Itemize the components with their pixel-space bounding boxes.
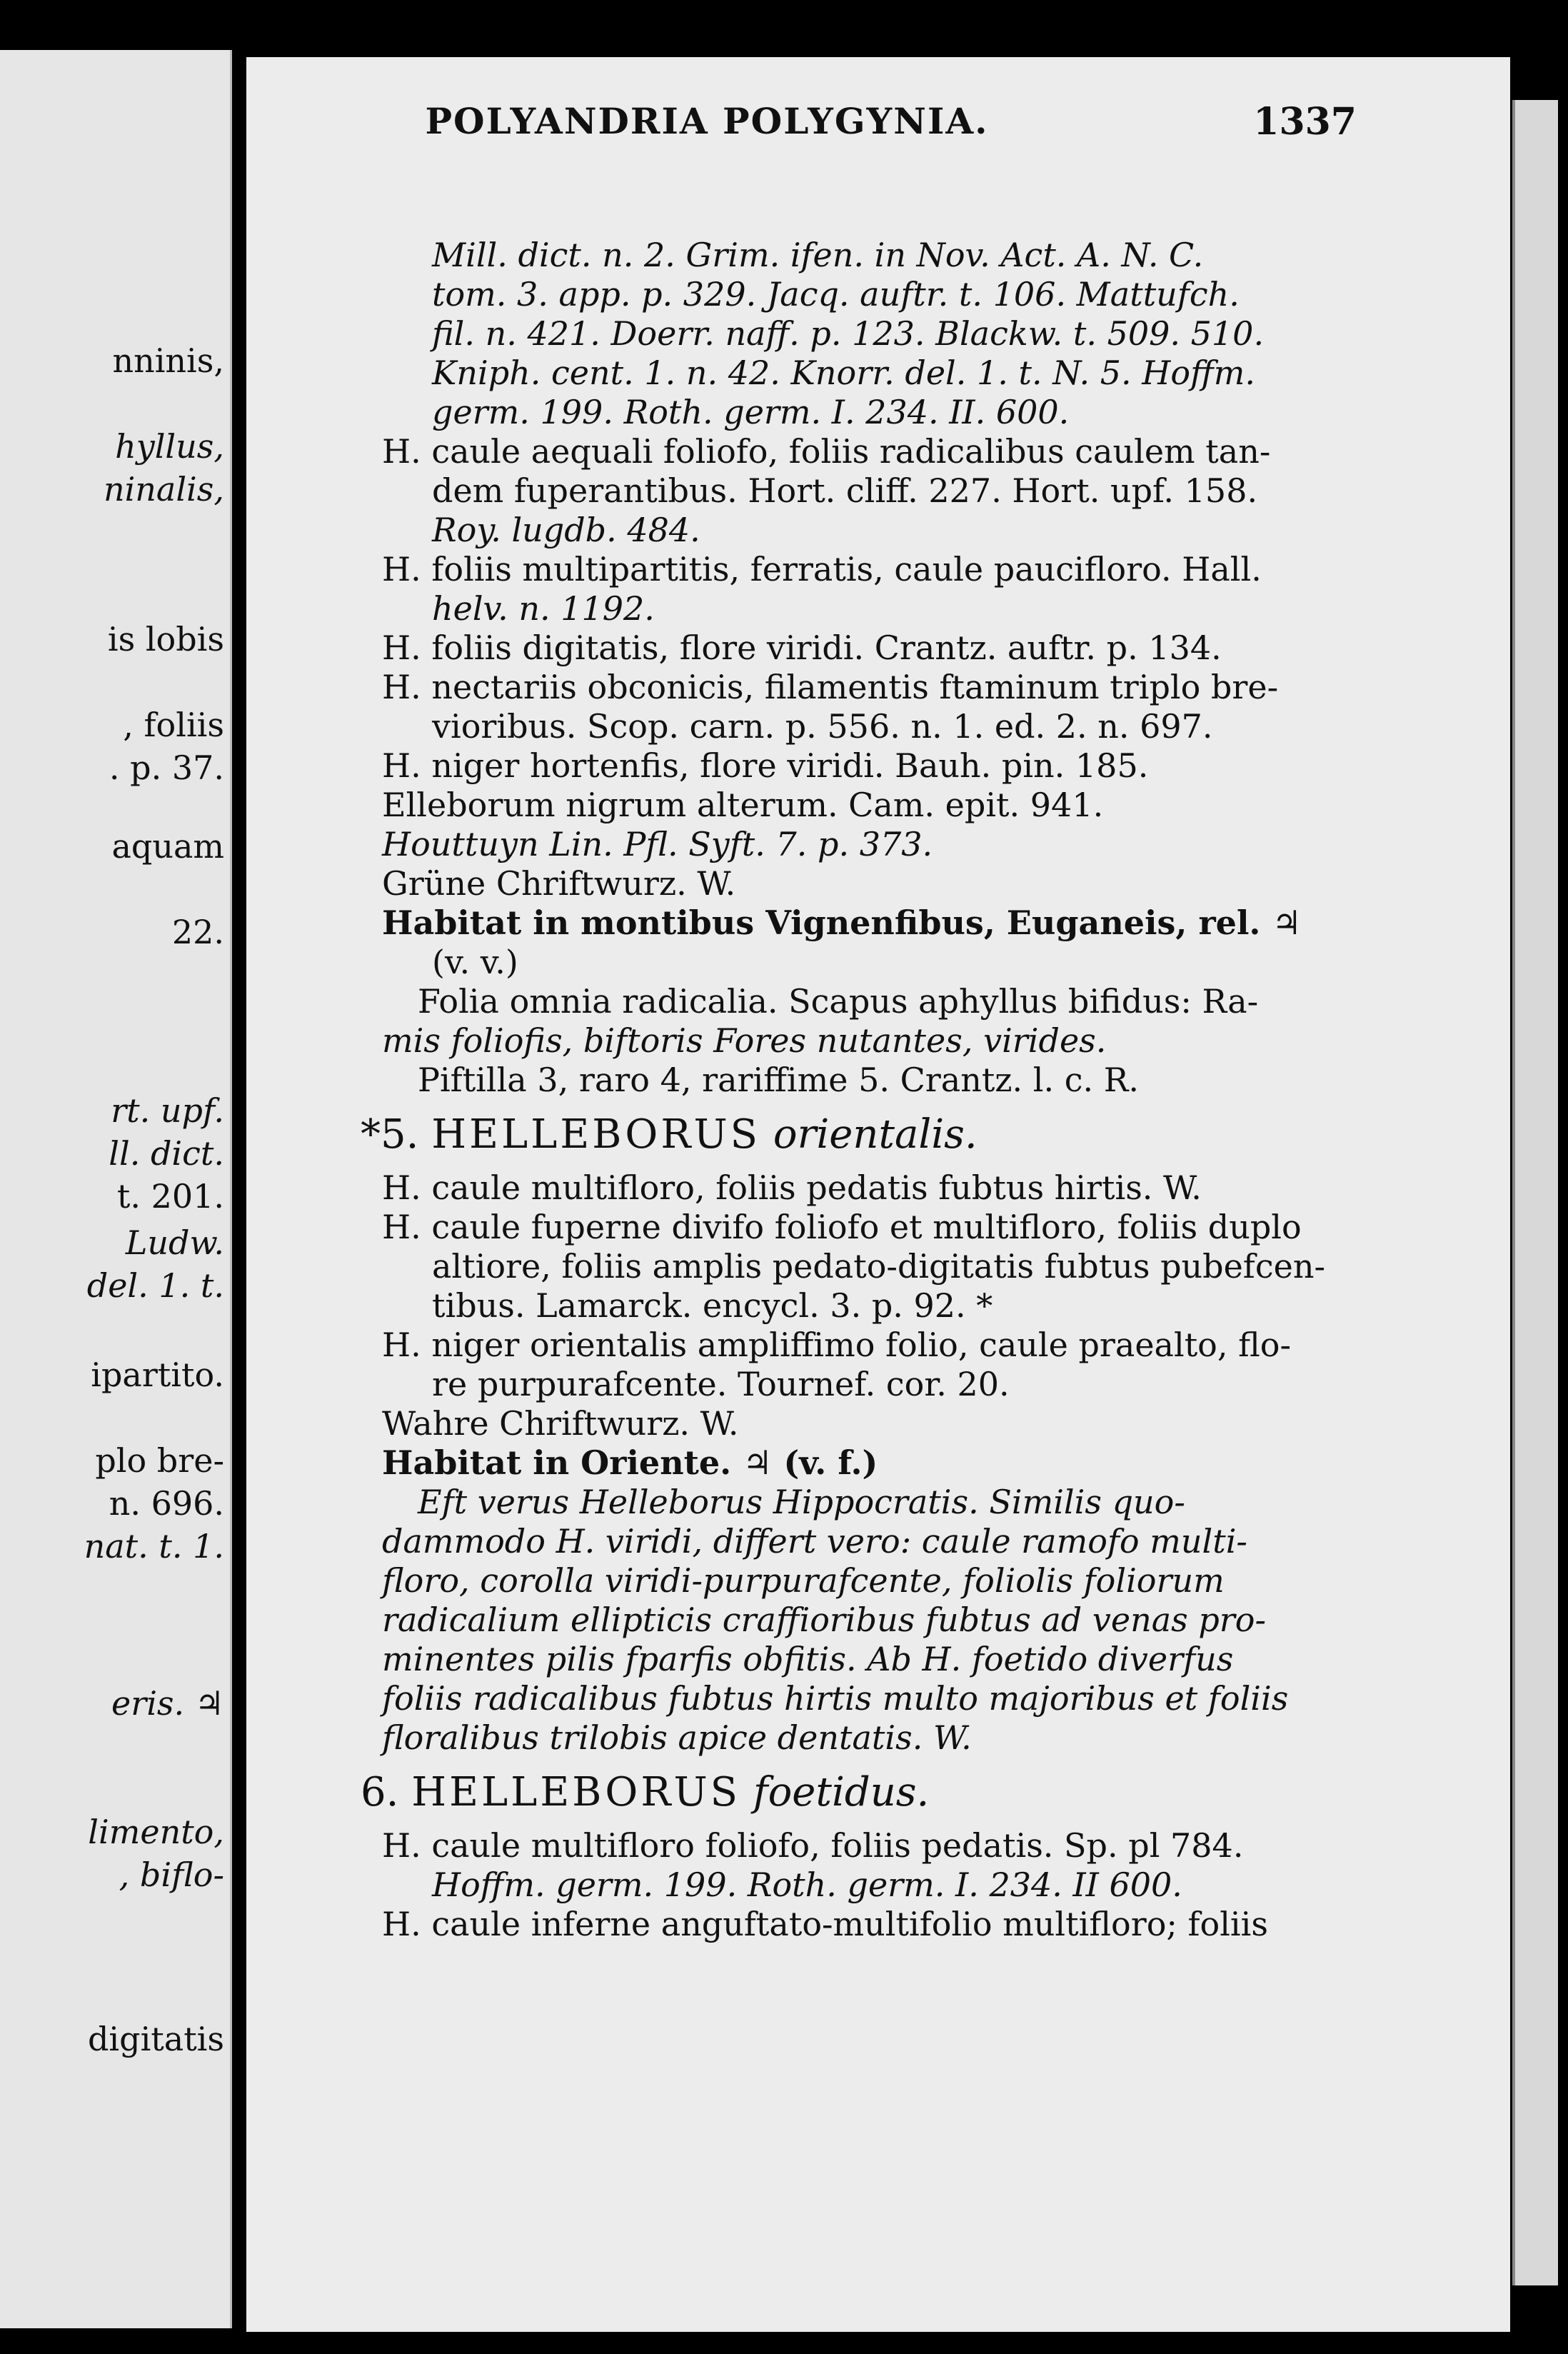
facing-page-fragment: , biflo- [119,1855,224,1894]
text-line: dammodo H. viridi, differt vero: caule ramofo multi- [382,1522,1247,1561]
text-line: tom. 3. app. p. 329. Jacq. auftr. t. 106. Mattufch. [432,275,1240,314]
text-line: H. caule aequali foliofo, foliis radicalibus caulem tan- [382,432,1271,471]
facing-page-fragment: is lobis [107,620,224,658]
facing-page-fragment: ll. dict. [109,1134,224,1173]
facing-page-fragment: nat. t. 1. [84,1527,224,1566]
species-genus: HELLEBORUS [431,1111,761,1158]
habitat-line: Habitat in Oriente. ♃ (v. f.) [382,1443,878,1482]
page-header [300,100,1357,164]
page-body [361,236,1367,1944]
species-number: *5. [361,1111,419,1158]
text-line: H. caule fuperne divifo foliofo et multifloro, foliis duplo [382,1208,1302,1246]
text-line: H. niger hortenfis, flore viridi. Bauh. pin. 185. [382,746,1149,785]
text-line: Folia omnia radicalia. Scapus aphyllus bifidus: Ra- [418,982,1259,1021]
text-line: H. foliis digitatis, flore viridi. Crantz. auftr. p. 134. [382,628,1222,667]
text-line: H. caule multifloro foliofo, foliis pedatis. Sp. pl 784. [382,1826,1244,1865]
text-line: altiore, foliis amplis pedato-digitatis fubtus pubefcen- [432,1247,1325,1286]
facing-page-fragment: limento, [88,1813,224,1851]
text-line: radicalium ellipticis craffioribus fubtus ad venas pro- [382,1601,1267,1639]
facing-page-fragment: plo bre- [95,1441,224,1480]
facing-page-fragment: del. 1. t. [86,1266,224,1305]
species-heading [361,1766,1367,1819]
text-line: foliis radicalibus fubtus hirtis multo majoribus et foliis [382,1679,1289,1718]
facing-page-fragment: aquam [111,827,224,866]
species-number: 6. [361,1769,399,1815]
text-line: floralibus trilobis apice dentatis. W. [382,1718,972,1757]
text-line: Houttuyn Lin. Pfl. Syft. 7. p. 373. [382,825,933,863]
facing-page [0,50,232,2328]
facing-page-fragment: n. 696. [109,1484,224,1523]
facing-page-fragment: rt. upf. [111,1091,224,1130]
page-edge [1512,100,1558,2285]
text-line: fil. n. 421. Doerr. naff. p. 123. Blackw. t. 509. 510. [432,314,1265,353]
facing-page-fragment: ninalis, [103,470,224,509]
facing-page-fragment: nninis, [112,341,224,380]
text-line: Eft verus Helleborus Hippocratis. Similis quo- [418,1483,1185,1521]
text-line: Piftilla 3, raro 4, rariffime 5. Crantz. l. c. R. [418,1061,1140,1099]
species-heading [361,1108,1367,1161]
text-line: tibus. Lamarck. encycl. 3. p. 92. * [432,1286,993,1325]
text-line: Elleborum nigrum alterum. Cam. epit. 941. [382,786,1104,824]
text-line: (v. v.) [432,943,518,981]
text-line: H. niger orientalis ampliffimo folio, caule praealto, flo- [382,1326,1292,1364]
facing-page-fragment: ipartito. [91,1356,224,1394]
text-line: H. caule multifloro, foliis pedatis fubtus hirtis. W. [382,1168,1202,1207]
text-line: Mill. dict. n. 2. Grim. ifen. in Nov. Act. A. N. C. [432,236,1204,274]
text-line: minentes pilis fparfis obfitis. Ab H. foetido diverfus [382,1640,1234,1678]
facing-page-fragment: t. 201. [116,1177,224,1216]
text-line: Wahre Chriftwurz. W. [382,1404,739,1443]
text-line: H. caule inferne anguftato-multifolio multifloro; foliis [382,1905,1268,1943]
page-number: 1337 [1253,100,1357,144]
running-title: POLYANDRIA POLYGYNIA. [425,100,989,142]
text-line: dem fuperantibus. Hort. cliff. 227. Hort. upf. 158. [432,471,1258,510]
facing-page-fragment: digitatis [87,2020,224,2058]
text-line: Roy. lugdb. 484. [432,511,700,549]
facing-page-fragment: hyllus, [115,427,224,466]
species-epithet: foetidus. [753,1769,930,1815]
text-line: H. nectariis obconicis, filamentis ftaminum triplo bre- [382,668,1279,706]
text-line: germ. 199. Roth. germ. I. 234. II. 600. [432,393,1070,431]
facing-page-fragment: , foliis [123,706,224,744]
text-line: Kniph. cent. 1. n. 42. Knorr. del. 1. t. N. 5. Hoffm. [432,354,1255,392]
facing-page-fragment: 22. [171,913,224,951]
text-line: Grüne Chriftwurz. W. [382,864,736,903]
text-line: floro, corolla viridi-purpurafcente, foliolis foliorum [382,1561,1225,1600]
text-line: helv. n. 1192. [432,589,655,628]
facing-page-fragment: Ludw. [125,1223,224,1262]
habitat-line: Habitat in montibus Vignenfibus, Euganeis, rel. ♃ [382,903,1302,942]
text-line: mis foliofis, biftoris Fores nutantes, virides. [382,1021,1107,1060]
text-line: Hoffm. germ. 199. Roth. germ. I. 234. II 600. [432,1865,1182,1904]
facing-page-fragment: eris. ♃ [111,1684,224,1723]
text-line: H. foliis multipartitis, ferratis, caule paucifloro. Hall. [382,550,1262,588]
text-line: re purpurafcente. Tournef. cor. 20. [432,1365,1010,1403]
text-line: vioribus. Scop. carn. p. 556. n. 1. ed. 2. n. 697. [432,707,1213,746]
species-epithet: orientalis. [773,1111,978,1158]
facing-page-fragment: . p. 37. [109,748,224,787]
species-genus: HELLEBORUS [411,1769,741,1815]
